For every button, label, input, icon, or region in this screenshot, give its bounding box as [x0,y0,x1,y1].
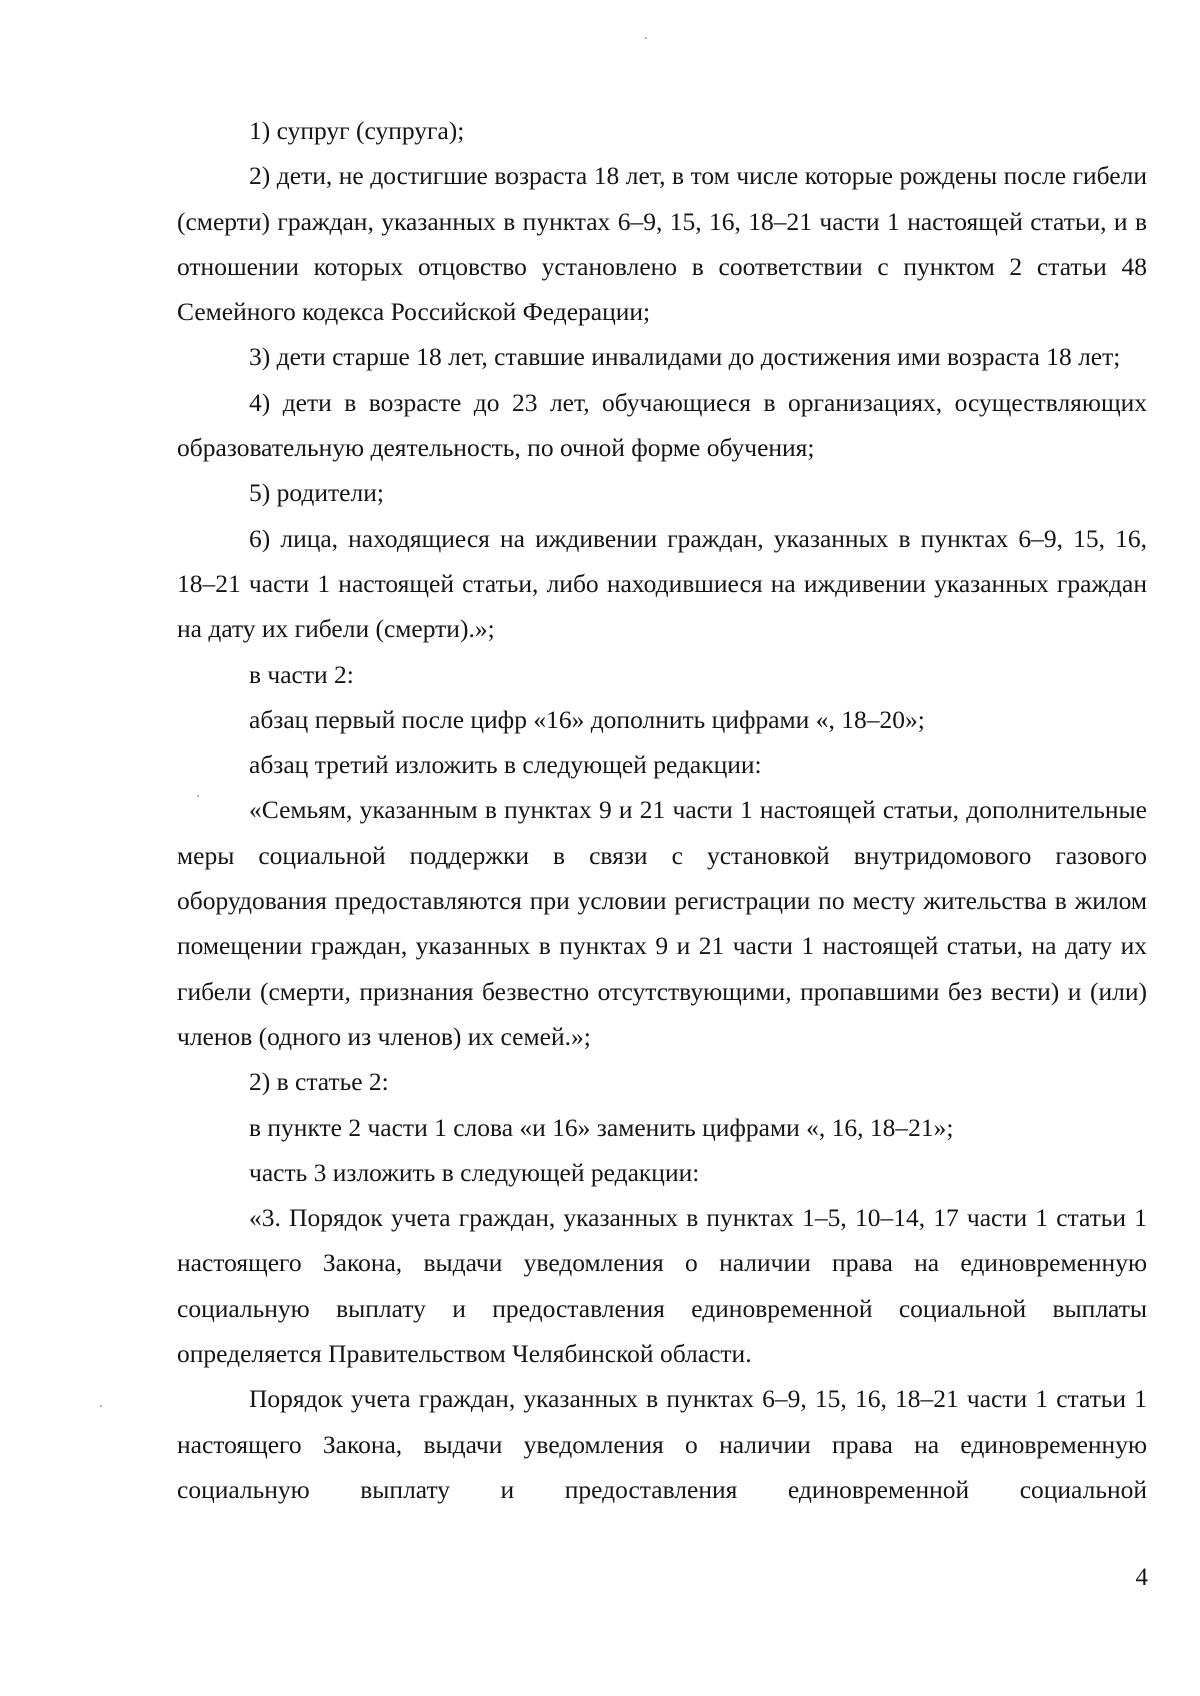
page-number: 4 [1135,1564,1148,1591]
paragraph-item-2-children: 2) дети, не достигшие возраста 18 лет, в том числе которые рождены после гибели (смерти) граждан, указанных в пунктах 6–9, 15, 16, 18–21 части 1 настоящей статьи, и в отношении которых отцовство установлено в соответствии с пунктом 2 статьи 48 Семейного кодекса Российской Федерации; [177,161,1147,327]
paragraph-item-1-spouse: 1) супруг (супруга); [249,116,465,145]
paragraph-procedure-1: «3. Порядок учета граждан, указанных в пунктах 1–5, 10–14, 17 части 1 статьи 1 настоящего Закона, выдачи уведомления о наличии права на единовременную социальную выплату и предоставления единовременной социальной выплаты определяется Правительством Челябинской области. [177,1203,1147,1369]
paragraph-first-abzac-amendment: абзац первый после цифр «16» дополнить цифрами «, 18–20»; [249,704,925,734]
paragraph-item-6-dependents: 6) лица, находящиеся на иждивении граждан, указанных в пунктах 6–9, 15, 16, 18–21 части 1 настоящей статьи, либо находившиеся на иждивении указанных граждан на дату их гибели (смерти).»; [177,523,1147,644]
paragraph-third-abzac-heading: абзац третий изложить в следующей редакции: [249,750,762,780]
paragraph-point-2-amendment: в пункте 2 части 1 слова «и 16» заменить цифрами «, 16, 18–21»; [249,1112,954,1142]
paragraph-procedure-2: Порядок учета граждан, указанных в пунктах 6–9, 15, 16, 18–21 части 1 статьи 1 настоящего Закона, выдачи уведомления о наличии права на единовременную социальную выплату и предоставления единовременной социальной [177,1384,1147,1504]
paragraph-article-2-heading: 2) в статье 2: [249,1067,389,1097]
scan-speck [100,1405,102,1407]
paragraph-item-4-students: 4) дети в возрасте до 23 лет, обучающиеся в организациях, осуществляющих образовательную деятельность, по очной форме обучения; [177,387,1147,463]
document-body [177,108,1147,1512]
paragraph-item-5-parents: 5) родители; [249,478,384,508]
paragraph-item-3-disabled-children: 3) дети старше 18 лет, ставшие инвалидами до достижения ими возраста 18 лет; [249,342,1121,372]
paragraph-part-3-heading: часть 3 изложить в следующей редакции: [249,1157,700,1187]
paragraph-part-2-heading: в части 2: [249,659,354,689]
scan-speck [645,37,647,39]
paragraph-families-support: «Семьям, указанным в пунктах 9 и 21 части 1 настоящей статьи, дополнительные меры социальной поддержки в связи с установкой внутридомового газового оборудования предоставляются при условии регистрации по месту жительства в жилом помещении граждан, указанных в пунктах 9 и 21 части 1 настоящей статьи, на дату их гибели (смерти, признания безвестно отсутствующими, пропавшими без вести) и (или) членов (одного из членов) их семей.»; [177,795,1147,1051]
